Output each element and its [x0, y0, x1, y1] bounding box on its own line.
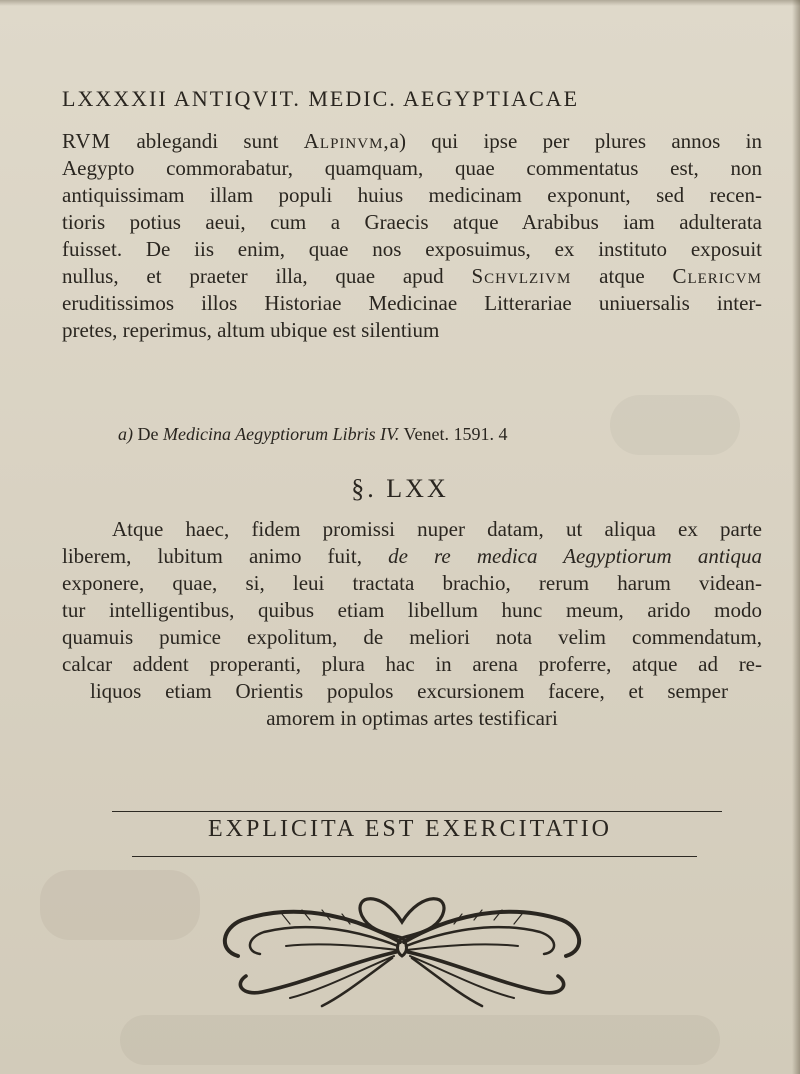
- text-segment: liberem, lubitum animo fuit,: [62, 544, 389, 568]
- text-line: [62, 182, 762, 209]
- text-line: [62, 236, 762, 263]
- text-segment: a) qui ipse per plures annos in: [389, 129, 762, 153]
- show-through-smudge: [40, 870, 200, 940]
- text-segment: atque: [571, 264, 673, 288]
- text-line: [62, 128, 762, 155]
- text-segment: tur intelligentibus, quibus etiam libellum hunc meum, arido modo: [62, 598, 762, 622]
- text-line: [62, 651, 762, 678]
- text-segment: antiquissimam illam populi huius medicinam exponunt, sed recen-: [62, 183, 762, 207]
- footnote-marker: a): [118, 424, 133, 444]
- show-through-smudge: [120, 1015, 720, 1065]
- text-segment: ablegandi sunt: [111, 129, 304, 153]
- text-line: [62, 543, 762, 570]
- text-segment: quamuis pumice expolitum, de meliori nota velim commendatum,: [62, 625, 762, 649]
- footnote-title: Medicina Aegyptiorum Libris IV.: [163, 424, 400, 444]
- tailpiece-ornament-icon: [212, 880, 592, 1010]
- text-line: [62, 678, 762, 705]
- page-top-shadow: [0, 0, 800, 6]
- footnote: [118, 424, 678, 445]
- footnote-pre: De: [133, 424, 163, 444]
- text-line: [62, 516, 762, 543]
- running-head: LXXXXII ANTIQVIT. MEDIC. AEGYPTIACAE: [62, 86, 580, 111]
- section-heading: §. LXX: [351, 474, 449, 503]
- small-caps-name: Clericvm: [672, 264, 762, 288]
- page-right-shadow: [792, 0, 800, 1074]
- text-segment: amorem in optimas artes testificari: [266, 706, 558, 730]
- text-segment: eruditissimos illos Historiae Medicinae Litterariae uniuersalis inter-: [62, 291, 762, 315]
- small-caps-name: Alpinvm,: [303, 129, 390, 153]
- text-segment: nullus, et praeter illa, quae apud: [62, 264, 472, 288]
- text-segment: exponere, quae, si, leui tractata brachio, rerum harum videan-: [62, 571, 762, 595]
- rule-below-colophon: [132, 856, 697, 857]
- text-segment: calcar addent properanti, plura hac in arena proferre, atque ad re-: [62, 652, 762, 676]
- text-line: [62, 624, 762, 651]
- text-segment: Atque haec, fidem promissi nuper datam, ut aliqua ex parte: [112, 517, 762, 541]
- text-segment: tioris potius aeui, cum a Graecis atque Arabibus iam adulterata: [62, 210, 762, 234]
- text-segment: Aegypto commorabatur, quamquam, quae commentatus est, non: [62, 156, 762, 180]
- text-line: [62, 317, 762, 344]
- small-caps-name: Schvlzivm: [471, 264, 572, 288]
- text-line: [62, 209, 762, 236]
- text-line: [62, 705, 762, 732]
- paragraph-1: [62, 128, 762, 344]
- text-line: [62, 597, 762, 624]
- text-line: [62, 263, 762, 290]
- colophon-explicit: EXPLICITA EST EXERCITATIO: [207, 816, 613, 842]
- text-line: [62, 155, 762, 182]
- text-segment: liquos etiam Orientis populos excursionem facere, et semper: [90, 679, 728, 703]
- text-line: [62, 290, 762, 317]
- italic-phrase: de re medica Aegyptiorum antiqua: [388, 544, 762, 568]
- text-segment: fuisset. De iis enim, quae nos exposuimus, ex instituto exposuit: [62, 237, 762, 261]
- rule-above-colophon: [112, 811, 722, 812]
- footnote-post: Venet. 1591. 4: [399, 424, 508, 444]
- text-line: [62, 570, 762, 597]
- paragraph-2: [62, 516, 762, 732]
- text-segment: pretes, reperimus, altum ubique est silentium: [62, 318, 440, 342]
- small-caps-name: RVM: [62, 129, 112, 153]
